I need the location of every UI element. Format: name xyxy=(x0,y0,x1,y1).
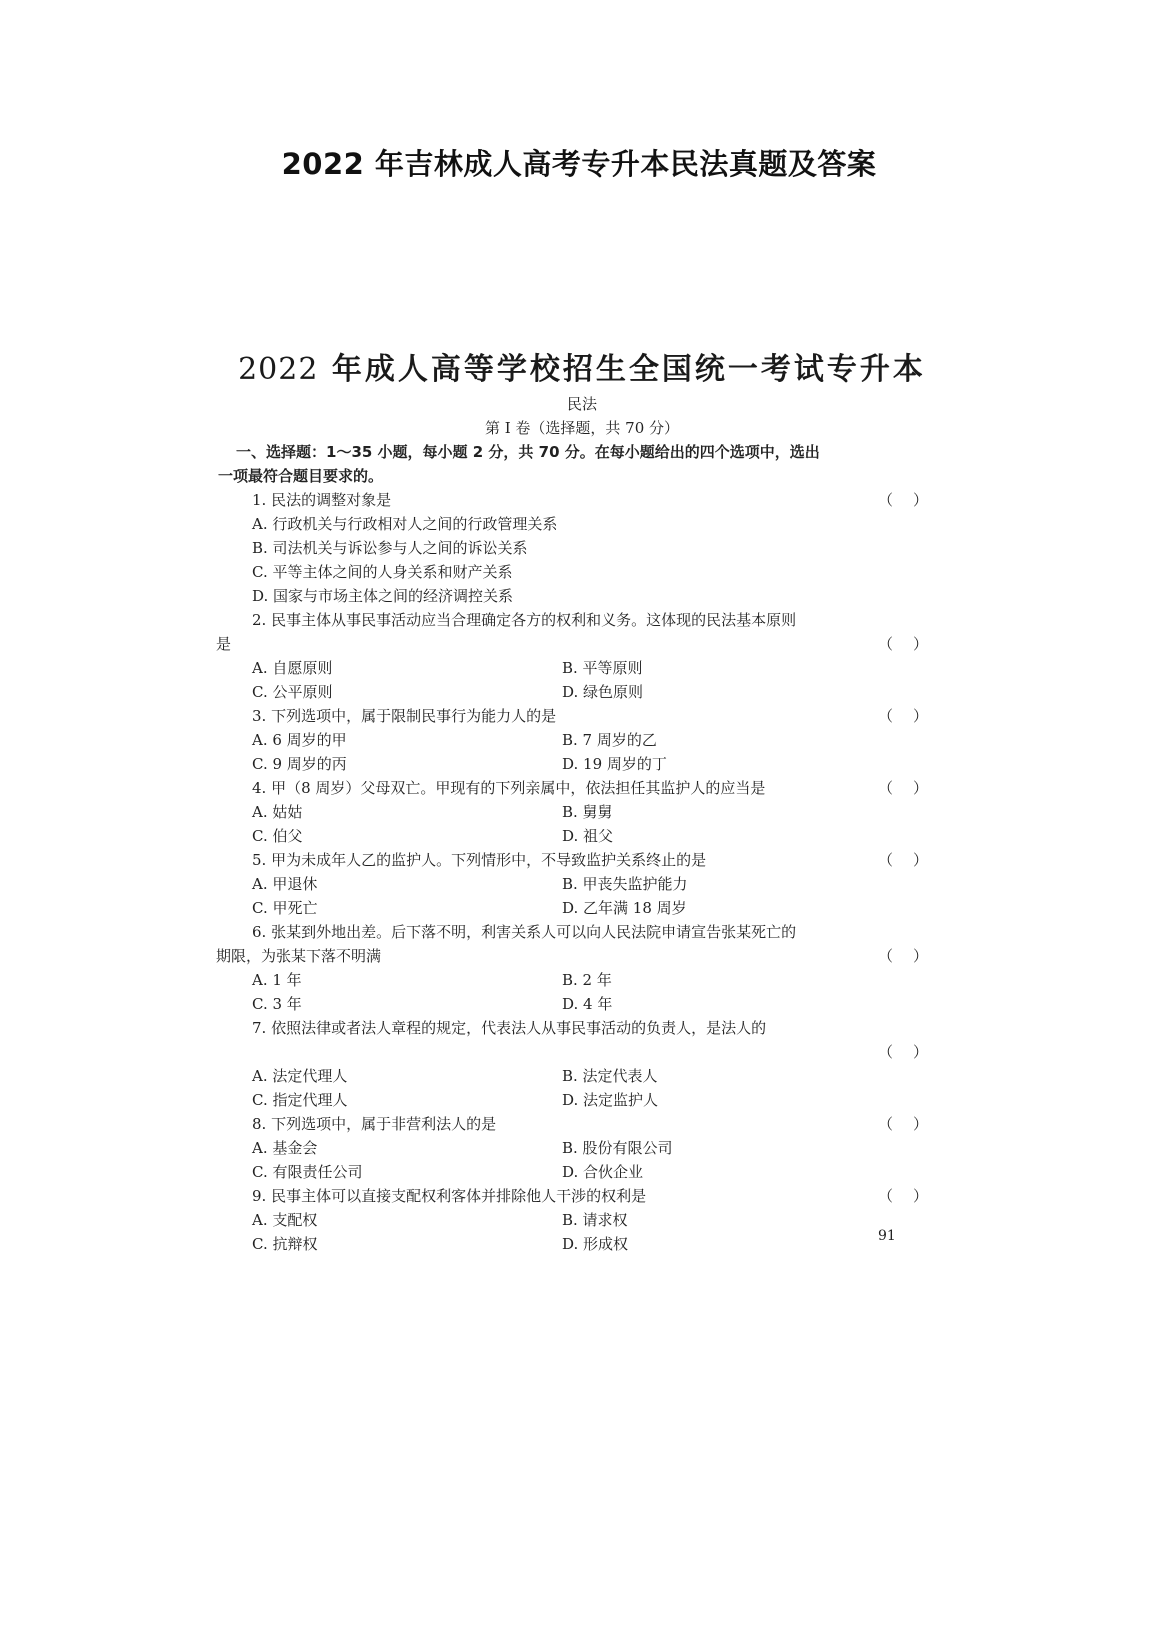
question-stem: 9. 民事主体可以直接支配权利客体并排除他人干涉的权利是 xyxy=(252,1187,647,1205)
question-option: B. 股份有限公司 xyxy=(562,1139,673,1157)
question-option: B. 2 年 xyxy=(562,971,612,989)
question-option: B. 请求权 xyxy=(562,1211,628,1229)
question-option: C. 9 周岁的丙 xyxy=(252,755,347,773)
answer-paren: （） xyxy=(878,707,949,725)
question-option: C. 公平原则 xyxy=(252,683,333,701)
answer-paren: （） xyxy=(878,1115,949,1133)
question-option: B. 司法机关与诉讼参与人之间的诉讼关系 xyxy=(252,539,528,557)
exam-subject: 民法 xyxy=(566,395,597,413)
question-option: A. 支配权 xyxy=(252,1211,318,1229)
question-option: B. 舅舅 xyxy=(562,803,613,821)
question-option: A. 姑姑 xyxy=(252,803,303,821)
question-option: C. 甲死亡 xyxy=(252,899,318,917)
page-number: 91 xyxy=(878,1228,896,1244)
question-option: D. 合伙企业 xyxy=(562,1163,644,1181)
question-option: C. 抗辩权 xyxy=(252,1235,318,1253)
question-stem: 4. 甲（8 周岁）父母双亡。甲现有的下列亲属中，依法担任其监护人的应当是 xyxy=(252,779,766,797)
question-option: A. 自愿原则 xyxy=(252,659,333,677)
question-stem: 3. 下列选项中，属于限制民事行为能力人的是 xyxy=(252,707,557,725)
question-option: A. 基金会 xyxy=(252,1139,318,1157)
section-instruction-line1: 一、选择题：1～35 小题，每小题 2 分，共 70 分。在每小题给出的四个选项中，选出 xyxy=(236,443,820,461)
exam-title-text: 年成人高等学校招生全国统一考试专升本 xyxy=(318,352,926,387)
question-stem: 7. 依照法律或者法人章程的规定，代表法人从事民事活动的负责人，是法人的 xyxy=(252,1019,767,1037)
question-option: C. 指定代理人 xyxy=(252,1091,348,1109)
answer-paren: （） xyxy=(878,779,949,797)
question-option: A. 甲退休 xyxy=(252,875,318,893)
scanned-exam-page xyxy=(216,330,949,1310)
answer-paren: （） xyxy=(878,851,949,869)
answer-paren: （） xyxy=(878,1043,949,1061)
question-option: B. 7 周岁的乙 xyxy=(562,731,657,749)
question-option: B. 甲丧失监护能力 xyxy=(562,875,688,893)
question-option: B. 法定代表人 xyxy=(562,1067,658,1085)
question-option: D. 绿色原则 xyxy=(562,683,644,701)
question-option: D. 乙年满 18 周岁 xyxy=(562,899,687,917)
question-stem: 1. 民法的调整对象是 xyxy=(252,491,392,509)
question-option: C. 有限责任公司 xyxy=(252,1163,363,1181)
question-stem-continued: 期限，为张某下落不明满 xyxy=(216,947,382,965)
question-stem: 2. 民事主体从事民事活动应当合理确定各方的权利和义务。这体现的民法基本原则 xyxy=(252,611,797,629)
document-title: 2022 年吉林成人高考专升本民法真题及答案 xyxy=(281,147,877,181)
question-option: C. 3 年 xyxy=(252,995,302,1013)
answer-paren: （） xyxy=(878,947,949,965)
question-option: A. 法定代理人 xyxy=(252,1067,348,1085)
answer-paren: （） xyxy=(878,635,949,653)
exam-title-year: 2022 xyxy=(238,352,319,387)
exam-volume: 第 I 卷（选择题，共 70 分） xyxy=(484,419,680,437)
answer-paren: （） xyxy=(878,1187,949,1205)
question-option: D. 4 年 xyxy=(562,995,613,1013)
question-stem: 5. 甲为未成年人乙的监护人。下列情形中，不导致监护关系终止的是 xyxy=(252,851,707,869)
question-stem: 6. 张某到外地出差。后下落不明，利害关系人可以向人民法院申请宣告张某死亡的 xyxy=(252,923,797,941)
question-option: D. 祖父 xyxy=(562,827,614,845)
question-option: A. 6 周岁的甲 xyxy=(252,731,347,749)
question-stem-continued: 是 xyxy=(216,635,232,653)
question-option: D. 形成权 xyxy=(562,1235,629,1253)
question-option: B. 平等原则 xyxy=(562,659,643,677)
question-option: C. 伯父 xyxy=(252,827,303,845)
question-option: D. 19 周岁的丁 xyxy=(562,755,667,773)
exam-title xyxy=(226,344,938,388)
question-option: A. 1 年 xyxy=(252,971,302,989)
question-option: D. 法定监护人 xyxy=(562,1091,659,1109)
answer-paren: （） xyxy=(878,491,949,509)
section-instruction-line2: 一项最符合题目要求的。 xyxy=(218,467,384,485)
question-option: C. 平等主体之间的人身关系和财产关系 xyxy=(252,563,513,581)
question-option: A. 行政机关与行政相对人之间的行政管理关系 xyxy=(252,515,558,533)
question-option: D. 国家与市场主体之间的经济调控关系 xyxy=(252,587,514,605)
question-stem: 8. 下列选项中，属于非营利法人的是 xyxy=(252,1115,497,1133)
